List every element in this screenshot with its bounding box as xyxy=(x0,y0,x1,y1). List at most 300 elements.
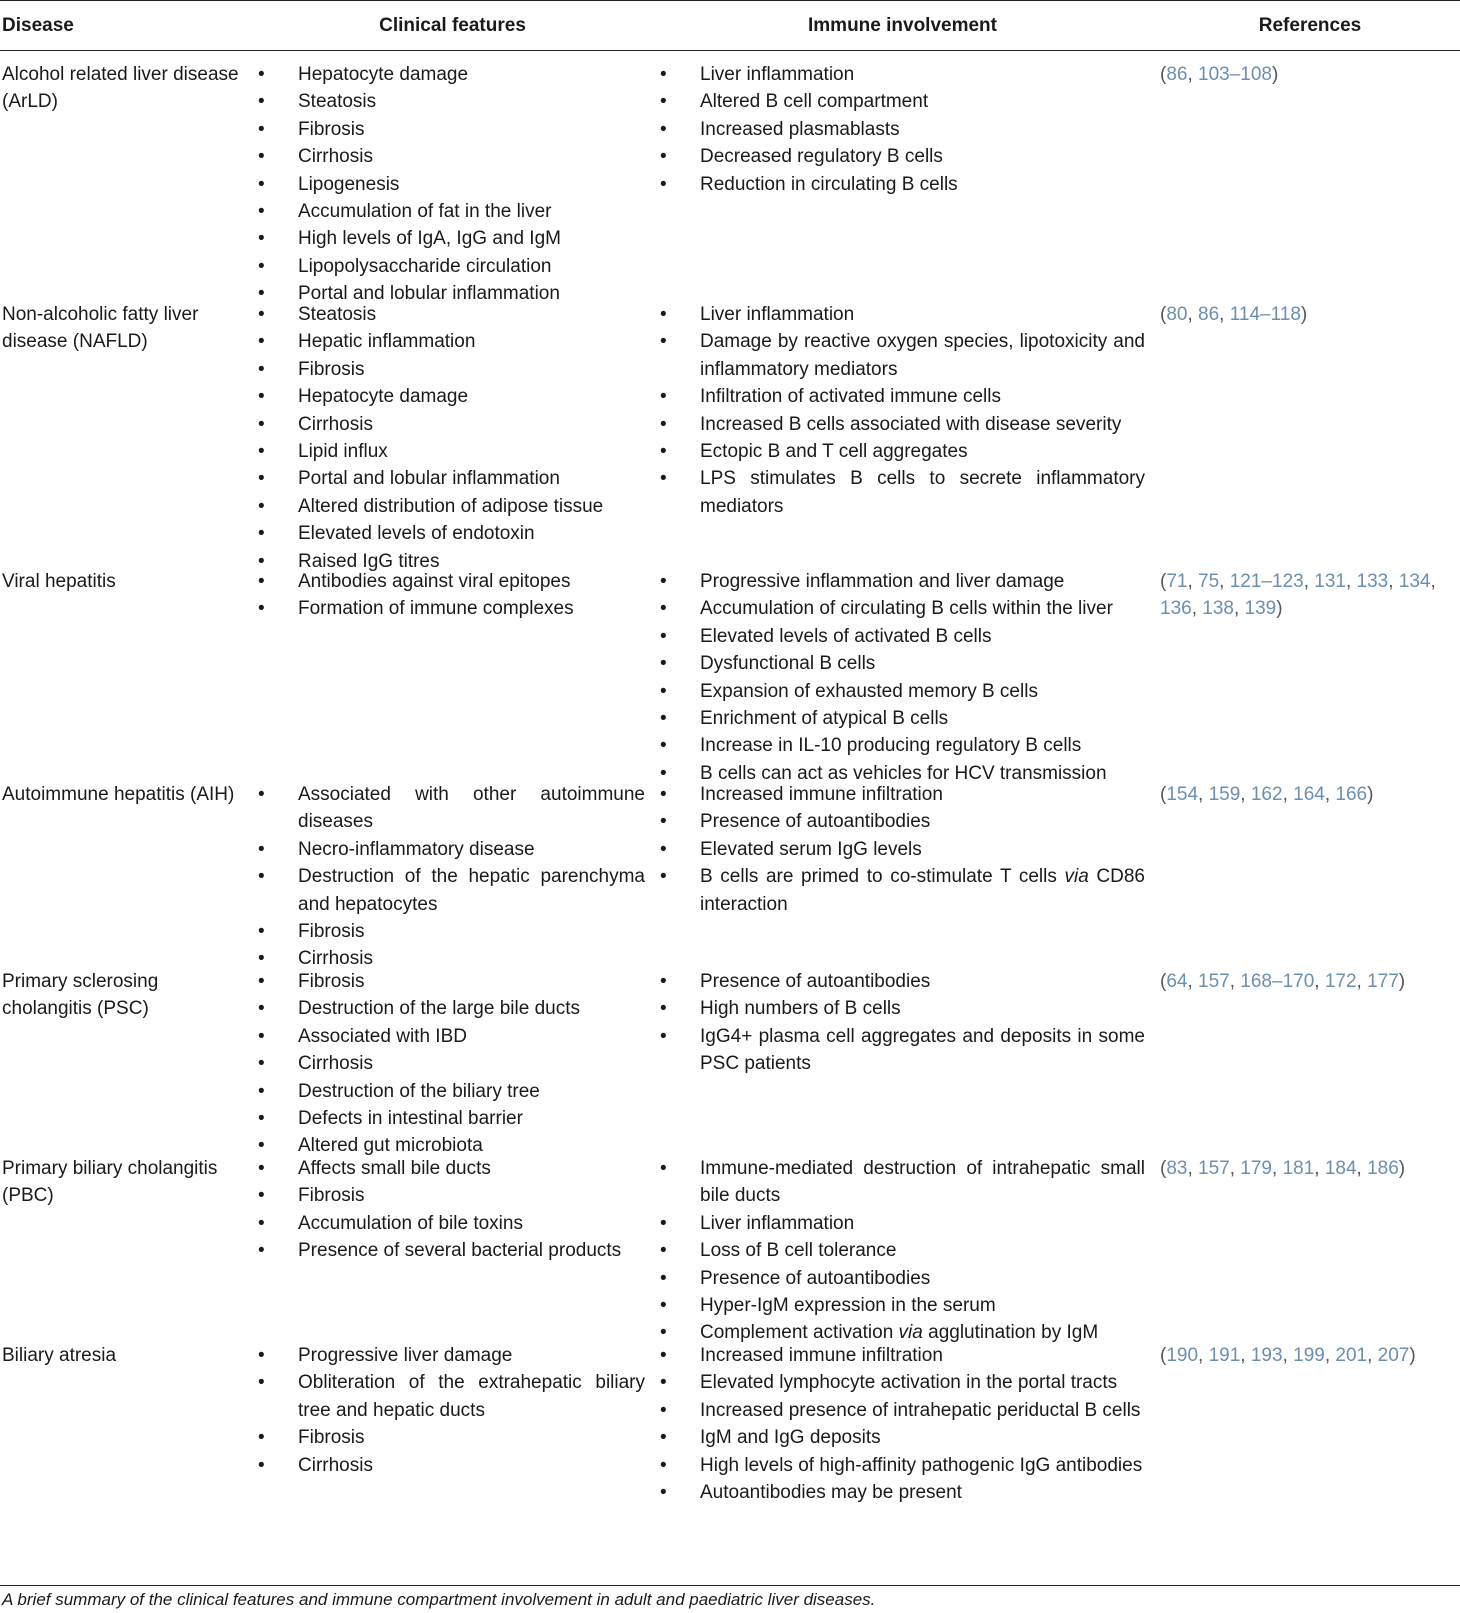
bullet-icon: • xyxy=(258,1080,265,1102)
disease-name: Biliary atresia xyxy=(2,1345,117,1366)
references-cell: (190, 191, 193, 199, 201, 207) xyxy=(1160,1345,1416,1366)
list-item xyxy=(258,383,645,410)
list-item xyxy=(258,88,645,115)
bullet-icon: • xyxy=(258,386,265,408)
disease-name: Primary sclerosing cholangitis (PSC) xyxy=(2,971,159,1020)
list-item xyxy=(660,1424,1145,1451)
immune-involvement-list xyxy=(660,1155,1145,1347)
list-item xyxy=(258,356,645,383)
reference-link[interactable]: 190 xyxy=(1166,1345,1199,1366)
bullet-icon: • xyxy=(258,304,265,325)
list-item-text: Hepatocyte damage xyxy=(298,64,469,85)
list-item xyxy=(660,1342,1145,1369)
list-item xyxy=(660,1479,1145,1506)
reference-link[interactable]: 86 xyxy=(1166,64,1188,85)
list-item xyxy=(660,781,1145,808)
list-item-text: Altered distribution of adipose tissue xyxy=(298,495,604,517)
list-item-text: IgG4+ plasma cell aggregates and deposits in some PSC patients xyxy=(700,1025,1145,1075)
list-item xyxy=(258,301,645,328)
list-item xyxy=(660,438,1145,465)
list-item-text: Accumulation of circulating B cells within the liver xyxy=(700,598,1113,620)
reference-link[interactable]: 154 xyxy=(1166,784,1199,805)
references-cell: (83, 157, 179, 181, 184, 186) xyxy=(1160,1158,1406,1179)
bullet-icon: • xyxy=(660,64,667,85)
list-item-text: Fibrosis xyxy=(298,921,365,943)
list-item xyxy=(258,438,645,465)
bullet-icon: • xyxy=(660,762,667,784)
reference-link[interactable]: 157 xyxy=(1198,1158,1230,1179)
list-item xyxy=(258,493,645,520)
bullet-icon: • xyxy=(660,413,667,435)
table-caption: A brief summary of the clinical features and immune compartment involvement in adult and paediatric liver diseases. xyxy=(2,1590,876,1609)
immune-involvement-list xyxy=(660,61,1145,198)
bullet-icon: • xyxy=(258,550,265,572)
list-item-text: Presence of autoantibodies xyxy=(700,811,931,833)
bullet-icon: • xyxy=(258,441,265,463)
list-item-text: High numbers of B cells xyxy=(700,998,901,1020)
bullet-icon: • xyxy=(660,173,667,195)
list-item-text: Infiltration of activated immune cells xyxy=(700,386,1001,408)
bullet-icon: • xyxy=(258,201,265,223)
list-item-text: Liver inflammation xyxy=(700,304,855,325)
bullet-icon: • xyxy=(258,571,265,592)
bullet-icon: • xyxy=(258,523,265,545)
bullet-icon: • xyxy=(258,358,265,380)
bullet-icon: • xyxy=(258,784,265,805)
list-item xyxy=(258,1155,645,1182)
list-item xyxy=(660,143,1145,170)
list-item-text: Elevated serum IgG levels xyxy=(700,838,922,860)
bullet-icon: • xyxy=(660,1345,667,1366)
list-item-text: B cells can act as vehicles for HCV transmission xyxy=(700,762,1107,784)
list-item-text: Destruction of the large bile ducts xyxy=(298,998,580,1020)
clinical-features-list xyxy=(258,61,645,308)
list-item xyxy=(258,328,645,355)
list-item-text: Presence of several bacterial products xyxy=(298,1240,622,1262)
list-item-text: IgM and IgG deposits xyxy=(700,1427,881,1449)
bullet-icon: • xyxy=(660,653,667,675)
list-item-text: B cells are primed to co-stimulate T cells via CD86 interaction xyxy=(700,866,1145,915)
list-item xyxy=(660,1237,1145,1264)
list-item-text: Elevated levels of endotoxin xyxy=(298,523,535,545)
list-item-text: Altered B cell compartment xyxy=(700,91,929,113)
list-item xyxy=(258,253,645,280)
list-item xyxy=(258,568,645,595)
list-item xyxy=(258,781,645,836)
list-item-text: Lipopolysaccharide circulation xyxy=(298,255,552,277)
bullet-icon: • xyxy=(258,495,265,517)
list-item-text: Necro-inflammatory disease xyxy=(298,838,535,860)
list-item xyxy=(660,595,1145,622)
list-item-text: Increase in IL-10 producing regulatory B cells xyxy=(700,735,1082,757)
bullet-icon: • xyxy=(660,1322,667,1344)
list-item xyxy=(660,1452,1145,1479)
bullet-icon: • xyxy=(660,1240,667,1262)
list-item xyxy=(660,808,1145,835)
clinical-features-list xyxy=(258,1342,645,1479)
list-item xyxy=(258,61,645,88)
bullet-icon: • xyxy=(258,118,265,140)
list-item xyxy=(660,705,1145,732)
reference-link[interactable]: 86 xyxy=(1198,304,1220,325)
list-item xyxy=(258,1078,645,1105)
list-item-text: Dysfunctional B cells xyxy=(700,653,876,675)
bullet-icon: • xyxy=(258,64,265,85)
reference-link[interactable]: 193 xyxy=(1250,1345,1283,1366)
list-item xyxy=(660,411,1145,438)
list-item-text: Formation of immune complexes xyxy=(298,598,574,620)
list-item xyxy=(258,918,645,945)
list-item xyxy=(258,411,645,438)
list-item xyxy=(258,143,645,170)
bullet-icon: • xyxy=(258,1185,265,1207)
bullet-icon: • xyxy=(660,1158,667,1179)
reference-link[interactable]: 80 xyxy=(1166,304,1188,325)
list-item-text: Increased B cells associated with disease severity xyxy=(700,413,1122,435)
list-item-text: Fibrosis xyxy=(298,118,365,140)
list-item-text: Increased immune infiltration xyxy=(700,1345,943,1366)
list-item xyxy=(258,836,645,863)
header-disease: Disease xyxy=(2,15,74,36)
bullet-icon: • xyxy=(660,118,667,140)
references-cell: (64, 157, 168–170, 172, 177) xyxy=(1160,971,1406,992)
bullet-icon: • xyxy=(258,1345,265,1366)
reference-link[interactable]: 199 xyxy=(1293,1345,1325,1366)
list-item xyxy=(258,465,645,492)
list-item-text: Accumulation of fat in the liver xyxy=(298,201,552,223)
list-item xyxy=(660,171,1145,198)
list-item xyxy=(660,968,1145,995)
list-item xyxy=(660,61,1145,88)
list-item xyxy=(660,1265,1145,1292)
bullet-icon: • xyxy=(258,866,265,888)
bullet-icon: • xyxy=(660,998,667,1020)
list-item xyxy=(660,1023,1145,1078)
header-clinical-features: Clinical features xyxy=(379,15,526,36)
list-item xyxy=(258,225,645,252)
bullet-icon: • xyxy=(660,1267,667,1289)
bullet-icon: • xyxy=(660,680,667,702)
bullet-icon: • xyxy=(660,971,667,992)
bullet-icon: • xyxy=(258,1212,265,1234)
bullet-icon: • xyxy=(258,1135,265,1157)
bullet-icon: • xyxy=(660,441,667,463)
bullet-icon: • xyxy=(660,625,667,647)
bullet-icon: • xyxy=(258,1025,265,1047)
immune-involvement-list xyxy=(660,968,1145,1078)
list-item-text: Hepatic inflammation xyxy=(298,331,476,353)
reference-link[interactable]: 184 xyxy=(1324,1158,1357,1179)
list-item-text: Steatosis xyxy=(298,91,377,113)
reference-link[interactable]: 134 xyxy=(1398,571,1431,592)
bullet-icon: • xyxy=(258,921,265,943)
list-item xyxy=(660,1292,1145,1319)
bullet-icon: • xyxy=(660,1454,667,1476)
list-item-text: Raised IgG titres xyxy=(298,550,440,572)
list-item-text: Lipid influx xyxy=(298,441,388,463)
list-item-text: Elevated levels of activated B cells xyxy=(700,625,992,647)
list-item-text: Cirrhosis xyxy=(298,413,373,435)
bullet-icon: • xyxy=(258,948,265,970)
bullet-icon: • xyxy=(258,413,265,435)
disease-name: Non-alcoholic fatty liver disease (NAFLD) xyxy=(2,304,199,353)
list-item xyxy=(660,623,1145,650)
disease-name: Alcohol related liver disease (ArLD) xyxy=(2,64,239,113)
bullet-icon: • xyxy=(660,331,667,353)
list-item-text: Fibrosis xyxy=(298,1185,365,1207)
list-item-text: Immune-mediated destruction of intrahepatic small bile ducts xyxy=(700,1158,1145,1207)
list-item xyxy=(258,863,645,918)
list-item xyxy=(258,1237,645,1264)
list-item xyxy=(258,198,645,225)
list-item xyxy=(258,1105,645,1132)
list-item-text: Antibodies against viral epitopes xyxy=(298,571,571,592)
reference-link[interactable]: 157 xyxy=(1198,971,1230,992)
list-item xyxy=(258,1424,645,1451)
list-item xyxy=(660,1155,1145,1210)
bullet-icon: • xyxy=(258,1454,265,1476)
list-item-text: Increased presence of intrahepatic periductal B cells xyxy=(700,1399,1141,1421)
list-item-text: Progressive inflammation and liver damage xyxy=(700,571,1065,592)
bullet-icon: • xyxy=(660,811,667,833)
list-item xyxy=(258,1210,645,1237)
bullet-icon: • xyxy=(258,1158,265,1179)
bullet-icon: • xyxy=(258,1053,265,1075)
table-bottom-rule xyxy=(0,1585,1460,1586)
list-item-text: Defects in intestinal barrier xyxy=(298,1108,523,1130)
bullet-icon: • xyxy=(660,1025,667,1047)
bullet-icon: • xyxy=(258,331,265,353)
list-item xyxy=(660,995,1145,1022)
bullet-icon: • xyxy=(258,1372,265,1394)
bullet-icon: • xyxy=(258,971,265,992)
references-cell: (71, 75, 121–123, 131, 133, 134, 136, 138, 139) xyxy=(1160,571,1436,620)
bullet-icon: • xyxy=(660,146,667,168)
list-item xyxy=(258,595,645,622)
list-item xyxy=(258,1369,645,1424)
bullet-icon: • xyxy=(258,468,265,490)
bullet-icon: • xyxy=(660,1372,667,1394)
reference-link[interactable]: 136 xyxy=(1160,598,1192,620)
bullet-icon: • xyxy=(258,1240,265,1262)
bullet-icon: • xyxy=(258,91,265,113)
clinical-features-list xyxy=(258,301,645,575)
bullet-icon: • xyxy=(660,1399,667,1421)
bullet-icon: • xyxy=(660,708,667,730)
list-item-text: Progressive liver damage xyxy=(298,1345,513,1366)
list-item xyxy=(258,995,645,1022)
list-item xyxy=(660,116,1145,143)
list-item xyxy=(258,1452,645,1479)
list-item-text: Destruction of the hepatic parenchyma and hepatocytes xyxy=(298,866,645,915)
bullet-icon: • xyxy=(660,784,667,805)
bullet-icon: • xyxy=(660,735,667,757)
bullet-icon: • xyxy=(660,1212,667,1234)
bullet-icon: • xyxy=(258,228,265,250)
list-item-text: Associated with IBD xyxy=(298,1025,467,1047)
reference-link[interactable]: 159 xyxy=(1208,784,1241,805)
bullet-icon: • xyxy=(258,173,265,195)
list-item-text: Liver inflammation xyxy=(700,1212,855,1234)
bullet-icon: • xyxy=(258,998,265,1020)
list-item-text: Expansion of exhausted memory B cells xyxy=(700,680,1038,702)
bullet-icon: • xyxy=(258,146,265,168)
list-item-text: Cirrhosis xyxy=(298,146,373,168)
reference-link[interactable]: 75 xyxy=(1198,571,1220,592)
list-item xyxy=(258,1023,645,1050)
list-item-text: Enrichment of atypical B cells xyxy=(700,708,949,730)
bullet-icon: • xyxy=(258,255,265,277)
reference-link[interactable]: 164 xyxy=(1293,784,1325,805)
list-item-text: Ectopic B and T cell aggregates xyxy=(700,441,968,463)
list-item-text: Fibrosis xyxy=(298,1427,365,1449)
list-item-text: Hyper-IgM expression in the serum xyxy=(700,1295,996,1317)
clinical-features-list xyxy=(258,568,645,623)
bullet-icon: • xyxy=(660,1482,667,1504)
clinical-features-list xyxy=(258,781,645,973)
immune-involvement-list xyxy=(660,781,1145,918)
immune-involvement-list xyxy=(660,301,1145,520)
reference-link[interactable]: 186 xyxy=(1367,1158,1399,1179)
reference-link[interactable]: 103–108 xyxy=(1198,64,1272,85)
list-item xyxy=(258,171,645,198)
list-item-text: Cirrhosis xyxy=(298,948,373,970)
clinical-features-list xyxy=(258,1155,645,1265)
bullet-icon: • xyxy=(258,1427,265,1449)
list-item-text: Reduction in circulating B cells xyxy=(700,173,958,195)
list-item-text: Associated with other autoimmune diseases xyxy=(298,784,645,833)
list-item-text: High levels of high-affinity pathogenic IgG antibodies xyxy=(700,1454,1143,1476)
references-cell: (154, 159, 162, 164, 166) xyxy=(1160,784,1374,805)
list-item-text: Presence of autoantibodies xyxy=(700,971,931,992)
bullet-icon: • xyxy=(258,1108,265,1130)
list-item xyxy=(660,568,1145,595)
reference-link[interactable]: 64 xyxy=(1166,971,1188,992)
list-item xyxy=(660,465,1145,520)
disease-name: Autoimmune hepatitis (AIH) xyxy=(2,784,235,805)
reference-link[interactable]: 166 xyxy=(1335,784,1368,805)
table-top-rule xyxy=(0,0,1460,1)
reference-link[interactable]: 121–123 xyxy=(1229,571,1304,592)
list-item-text: Elevated lymphocyte activation in the portal tracts xyxy=(700,1372,1118,1394)
header-rule xyxy=(0,50,1460,51)
list-item-text: Obliteration of the extrahepatic biliary tree and hepatic ducts xyxy=(298,1372,645,1421)
bullet-icon: • xyxy=(660,91,667,113)
clinical-features-list xyxy=(258,968,645,1160)
list-item xyxy=(258,116,645,143)
list-item xyxy=(660,678,1145,705)
reference-link[interactable]: 162 xyxy=(1250,784,1283,805)
list-item-text: Lipogenesis xyxy=(298,173,400,195)
bullet-icon: • xyxy=(660,386,667,408)
reference-link[interactable]: 177 xyxy=(1367,971,1399,992)
reference-link[interactable]: 131 xyxy=(1314,571,1346,592)
reference-link[interactable]: 181 xyxy=(1282,1158,1315,1179)
disease-name: Viral hepatitis xyxy=(2,571,116,592)
list-item-text: LPS stimulates B cells to secrete inflammatory mediators xyxy=(700,468,1145,517)
list-item-text: High levels of IgA, IgG and IgM xyxy=(298,228,561,250)
list-item-text: Increased immune infiltration xyxy=(700,784,943,805)
list-item-text: Affects small bile ducts xyxy=(298,1158,491,1179)
reference-link[interactable]: 114–118 xyxy=(1229,304,1301,325)
list-item-text: Liver inflammation xyxy=(700,64,855,85)
bullet-icon: • xyxy=(660,468,667,490)
reference-link[interactable]: 179 xyxy=(1240,1158,1272,1179)
bullet-icon: • xyxy=(660,866,667,888)
disease-name: Primary biliary cholangitis (PBC) xyxy=(2,1158,218,1207)
list-item-text: Steatosis xyxy=(298,304,377,325)
list-item-text: Fibrosis xyxy=(298,971,365,992)
list-item-text: Destruction of the biliary tree xyxy=(298,1080,540,1102)
list-item-text: Portal and lobular inflammation xyxy=(298,283,560,305)
bullet-icon: • xyxy=(258,598,265,620)
list-item-text: Increased plasmablasts xyxy=(700,118,900,140)
reference-link[interactable]: 139 xyxy=(1244,598,1277,620)
list-item xyxy=(660,328,1145,383)
list-item-text: Autoantibodies may be present xyxy=(700,1482,962,1504)
reference-link[interactable]: 133 xyxy=(1356,571,1389,592)
reference-link[interactable]: 172 xyxy=(1324,971,1357,992)
list-item xyxy=(660,863,1145,918)
list-item xyxy=(660,650,1145,677)
list-item-text: Presence of autoantibodies xyxy=(700,1267,931,1289)
list-item xyxy=(660,301,1145,328)
list-item xyxy=(258,968,645,995)
list-item xyxy=(258,1050,645,1077)
header-references: References xyxy=(1258,15,1362,36)
list-item xyxy=(660,1369,1145,1396)
header-immune-involvement: Immune involvement xyxy=(808,15,997,36)
reference-link[interactable]: 191 xyxy=(1208,1345,1241,1366)
list-item-text: Portal and lobular inflammation xyxy=(298,468,560,490)
bullet-icon: • xyxy=(660,598,667,620)
list-item xyxy=(258,1342,645,1369)
list-item xyxy=(660,732,1145,759)
bullet-icon: • xyxy=(258,838,265,860)
bullet-icon: • xyxy=(258,283,265,305)
reference-link[interactable]: 138 xyxy=(1202,598,1234,620)
bullet-icon: • xyxy=(660,571,667,592)
reference-link[interactable]: 83 xyxy=(1166,1158,1188,1179)
list-item-text: Cirrhosis xyxy=(298,1454,373,1476)
reference-link[interactable]: 71 xyxy=(1166,571,1188,592)
bullet-icon: • xyxy=(660,1427,667,1449)
references-cell: (80, 86, 114–118) xyxy=(1160,304,1308,325)
list-item xyxy=(660,1210,1145,1237)
list-item xyxy=(660,383,1145,410)
bullet-icon: • xyxy=(660,838,667,860)
references-cell: (86, 103–108) xyxy=(1160,64,1279,85)
immune-involvement-list xyxy=(660,568,1145,787)
list-item xyxy=(660,836,1145,863)
immune-involvement-list xyxy=(660,1342,1145,1506)
list-item-text: Damage by reactive oxygen species, lipotoxicity and inflammatory mediators xyxy=(700,331,1145,380)
list-item-text: Complement activation via agglutination by IgM xyxy=(700,1322,1099,1344)
list-item-text: Decreased regulatory B cells xyxy=(700,146,943,168)
list-item-text: Altered gut microbiota xyxy=(298,1135,483,1157)
reference-link[interactable]: 168–170 xyxy=(1240,971,1315,992)
list-item xyxy=(660,88,1145,115)
reference-link[interactable]: 207 xyxy=(1377,1345,1410,1366)
list-item-text: Cirrhosis xyxy=(298,1053,373,1075)
bullet-icon: • xyxy=(660,304,667,325)
list-item xyxy=(258,520,645,547)
list-item xyxy=(258,1182,645,1209)
list-item-text: Fibrosis xyxy=(298,358,365,380)
list-item-text: Loss of B cell tolerance xyxy=(700,1240,897,1262)
reference-link[interactable]: 201 xyxy=(1335,1345,1368,1366)
list-item-text: Hepatocyte damage xyxy=(298,386,469,408)
